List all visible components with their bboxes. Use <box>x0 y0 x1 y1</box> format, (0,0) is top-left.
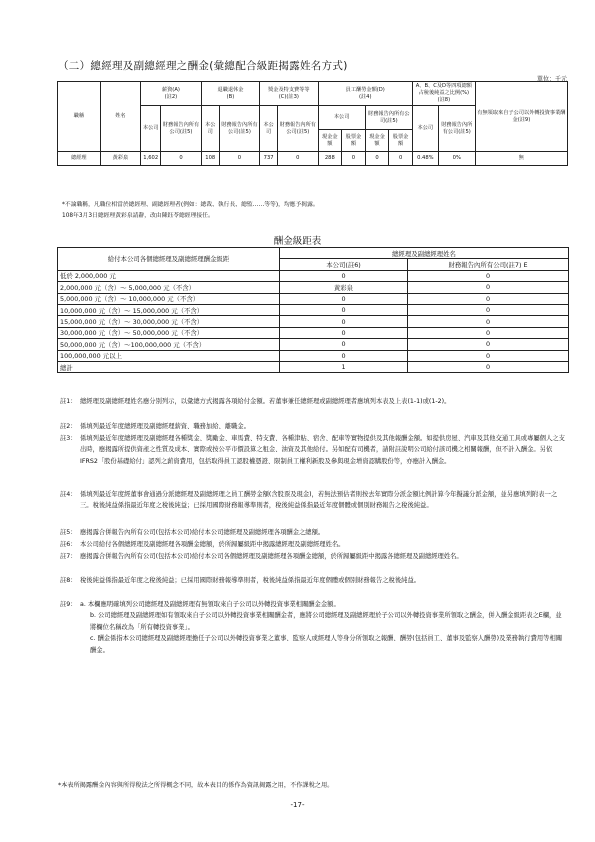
bracket-range: 低於 2,000,000 元 <box>58 270 280 281</box>
bracket-company-value: 0 <box>280 304 408 315</box>
footnote-7 <box>60 551 565 562</box>
row-emp-all-cash: 0 <box>365 152 389 166</box>
bracket-row <box>58 270 569 281</box>
footnote-text: 係填列最近年度總經理及副總經理各種獎金、獎勵金、車馬費、特支費、各種津貼、宿舍、配車等實物提供及其他報酬金額。如提供房屋、汽車及其他交通工具或專屬個人之支出時，應揭露所提供資產之性質及成本、實際或按公平市價設算之租金、油資及其他給付。另如配有司機者，請附註說明公司給付該司機之相關報酬，但不計入酬金。另依IFRS2「股份基礎給付」認列之薪資費用，包括取得員工認股權憑證、限制員工權利新股及參與現金增資認購股份等，亦應計入酬金。 <box>80 435 565 465</box>
bracket-table-title: 酬金級距表 <box>273 236 322 247</box>
footnote-text: 係填列最近年度經董事會通過分派總經理及副總經理之員工酬勞金額(含股票及現金)，若無法預估者則按去年實際分派金額比例計算今年擬議分派金額，並另應填列附表一之三。稅後純益係指最近年度之稅後純益；已採用國際財務報導準則者，稅後純益係指最近年度個體或個別財務報告之稅後純益。 <box>80 491 558 510</box>
footnote-5 <box>60 527 565 538</box>
footnote-label: 註9： <box>60 601 77 608</box>
bracket-row <box>58 282 569 293</box>
footnote-9 <box>60 599 565 656</box>
footnote-label: 註7： <box>60 553 77 560</box>
bracket-header-range: 給付本公司各個總經理及副總經理酬金級距 <box>58 248 280 271</box>
header-emp-company-stock: 股票金額 <box>342 130 366 152</box>
header-pension <box>201 82 259 106</box>
row-bonus-all: 0 <box>278 152 318 166</box>
row-emp-company-stock: 0 <box>342 152 366 166</box>
row-emp-all-stock: 0 <box>389 152 413 166</box>
bracket-range: 5,000,000 元（含）～ 10,000,000 元（不含） <box>58 293 280 304</box>
bracket-header-company: 本公司(註6) <box>280 259 408 270</box>
header-salary-company: 本公司 <box>141 106 161 152</box>
bracket-company-value: 0 <box>280 270 408 281</box>
bracket-all-value: 0 <box>408 304 569 315</box>
header-bonus-all: 財務報告內所有公司(註5) <box>278 106 318 152</box>
header-ratio-note: (註8) <box>437 97 451 104</box>
header-ratio-company: 本公司 <box>412 106 438 152</box>
note-title-scope: *不論職稱，凡職位相當於總經理、副總經理者(例如：總裁、執行長、總監……等等)，均應予揭露。 <box>62 202 319 208</box>
bracket-total-all: 0 <box>408 361 569 372</box>
bracket-range: 10,000,000 元（含）～ 15,000,000 元（不含） <box>58 304 280 315</box>
bracket-company-value: 0 <box>280 293 408 304</box>
row-bonus-company: 737 <box>260 152 278 166</box>
footnote-8 <box>60 575 565 586</box>
header-emp-company-cash: 現金金額 <box>318 130 342 152</box>
closing-note: *本表所揭露酬金內容與所得稅法之所得概念不同，故本表目的係作為資訊揭露之用，不作課稅之用。 <box>58 782 334 789</box>
header-bonus-title: 獎金及特支費等等 <box>268 86 310 93</box>
bracket-all-value: 0 <box>408 270 569 281</box>
bracket-all-value: 0 <box>408 293 569 304</box>
bracket-range: 100,000,000 元以上 <box>58 350 280 361</box>
bracket-company-value: 0 <box>280 350 408 361</box>
bracket-row <box>58 293 569 304</box>
header-pension-title: 退職退休金 <box>217 86 244 93</box>
row-salary-all: 0 <box>161 152 201 166</box>
bracket-row <box>58 327 569 338</box>
header-ratio <box>412 82 475 106</box>
page-number: -17- <box>290 801 305 809</box>
header-title: 職稱 <box>58 82 101 152</box>
header-pension-company: 本公司 <box>201 106 219 152</box>
row-name: 黃彩泉 <box>100 152 140 166</box>
header-employee-comp-title: 員工酬勞金額(D) <box>345 86 385 93</box>
bracket-all-value: 0 <box>408 316 569 327</box>
bracket-row <box>58 350 569 361</box>
row-title: 總經理 <box>58 152 101 166</box>
bracket-company-value: 0 <box>280 339 408 350</box>
footnote-9b: b. 公司總經理及副總經理如有領取來自子公司以外轉投資事業相關酬金者，應將公司總經理及副總經理於子公司以外轉投資事業所領取之酬金，併入酬金級距表之E欄，並將欄位名稱改為「所有轉投資事業」。 <box>90 612 562 631</box>
footnote-text: 總經理及副總經理姓名應分別列示，以彙總方式揭露各項給付金額。若董事兼任總經理或副總經理者應填列本表及上表(1-1)或(1-2)。 <box>80 398 451 405</box>
bracket-all-value: 0 <box>408 282 569 293</box>
bracket-total-company: 1 <box>280 361 408 372</box>
unit-label: 單位：千元 <box>536 76 567 83</box>
footnote-9a: a. 本欄應明確填列公司總經理及副總經理有無領取來自子公司以外轉投資事業相關酬金金額。 <box>80 601 340 608</box>
header-emp-company: 本公司 <box>318 106 365 130</box>
header-salary-note: (註2) <box>164 93 178 100</box>
row-ratio-company: 0.48% <box>412 152 438 166</box>
footnote-label: 註6： <box>60 541 77 548</box>
header-salary <box>141 82 202 106</box>
header-employee-comp <box>318 82 412 106</box>
header-other-investments: 有無領取來自子公司以外轉投資事業酬金(註9) <box>475 82 567 152</box>
row-ratio-all: 0% <box>438 152 475 166</box>
bracket-row <box>58 316 569 327</box>
header-employee-comp-note: (註4) <box>358 93 372 100</box>
bracket-company-value: 0 <box>280 327 408 338</box>
bracket-company-value: 0 <box>280 316 408 327</box>
bracket-header-all: 財務報告內所有公司(註7) E <box>408 259 569 270</box>
bracket-all-value: 0 <box>408 339 569 350</box>
footnote-text: 稅後純益係指最近年度之稅後純益；已採用國際財務報導準則者，稅後純益係指最近年度個體或個別財務報告之稅後純益。 <box>80 577 421 584</box>
header-name: 姓名 <box>100 82 140 152</box>
footnote-2 <box>60 421 565 432</box>
row-emp-company-cash: 288 <box>318 152 342 166</box>
footnote-label: 註3： <box>60 435 77 442</box>
bracket-all-value: 0 <box>408 327 569 338</box>
bracket-total-row <box>58 361 569 372</box>
header-pension-all: 財務報告內所有公司(註5) <box>219 106 259 152</box>
footnote-text: 係填列最近年度總經理及副總經理薪資、職務加給、離職金。 <box>80 423 251 430</box>
footnote-label: 註1： <box>60 398 77 405</box>
note-resignation: 108年3月3日總經理黃彩泉請辭，改由陳鈺苓總經理接任。 <box>62 213 214 219</box>
header-pension-note: (B) <box>226 93 235 100</box>
footnote-label: 註2： <box>60 423 77 430</box>
footnote-label: 註8： <box>60 577 77 584</box>
bracket-all-value: 0 <box>408 350 569 361</box>
bracket-range: 30,000,000 元（含）～ 50,000,000 元（不含） <box>58 327 280 338</box>
row-salary-company: 1,602 <box>141 152 161 166</box>
footnote-label: 註4： <box>60 491 77 498</box>
header-emp-all-cash: 現金金額 <box>365 130 389 152</box>
footnote-text <box>80 599 565 656</box>
footnote-3 <box>60 433 565 467</box>
bracket-company-value: 黃彩泉 <box>280 282 408 293</box>
header-salary-all: 財務報告內所有公司(註5) <box>161 106 201 152</box>
row-other-investments: 無 <box>475 152 567 166</box>
section-heading: （二）總經理及副總經理之酬金(彙總配合級距揭露姓名方式) <box>58 60 348 72</box>
footnote-text: 本公司給付各個總經理及副總經理各項酬金總額，於所歸屬級距中揭露總經理及副總經理姓名。 <box>80 541 345 548</box>
header-emp-all: 財務報告內所有公司(註5) <box>365 106 412 130</box>
bracket-header-names: 總經理及副總經理姓名 <box>280 248 569 259</box>
footnote-text: 應揭露合併報告內所有公司(包括本公司)給付本公司各個總經理及副總經理各項酬金總額，於所歸屬級距中揭露各總經理及副總經理姓名。 <box>80 553 463 560</box>
footnote-4 <box>60 489 565 512</box>
footnote-6 <box>60 539 565 550</box>
footnote-label: 註5： <box>60 529 77 536</box>
row-pension-company: 108 <box>201 152 219 166</box>
bracket-range: 2,000,000 元（含）～ 5,000,000 元（不含） <box>58 282 280 293</box>
header-bonus-company: 本公司 <box>260 106 278 152</box>
bracket-row <box>58 339 569 350</box>
bracket-range: 50,000,000 元（含）～100,000,000 元（不含） <box>58 339 280 350</box>
compensation-table <box>57 81 568 166</box>
header-salary-title: 薪資(A) <box>161 86 180 93</box>
header-ratio-title: A、B、C及D等四項總額占稅後純益之比例(%) <box>415 83 472 97</box>
footnote-1 <box>60 396 565 407</box>
bracket-row <box>58 304 569 315</box>
bracket-total-label: 總計 <box>58 361 280 372</box>
footnote-text: 應揭露合併報告內所有公司(包括本公司)給付本公司總經理及副總經理各項酬金之總額。 <box>80 529 325 536</box>
header-bonus <box>260 82 318 106</box>
header-emp-all-stock: 股票金額 <box>389 130 413 152</box>
header-ratio-all: 財務報告內所有公司(註5) <box>438 106 475 152</box>
bracket-table <box>57 247 569 373</box>
row-pension-all: 0 <box>219 152 259 166</box>
footnote-9c: c. 酬金係指本公司總經理及副總經理擔任子公司以外轉投資事業之董事、監察人或經理人等身分所領取之報酬、酬勞(包括員工、董事及監察人酬勞)及業務執行費用等相關酬金。 <box>90 635 563 654</box>
header-bonus-note: (C)(註3) <box>278 93 299 100</box>
bracket-range: 15,000,000 元（含）～ 30,000,000 元（不含） <box>58 316 280 327</box>
